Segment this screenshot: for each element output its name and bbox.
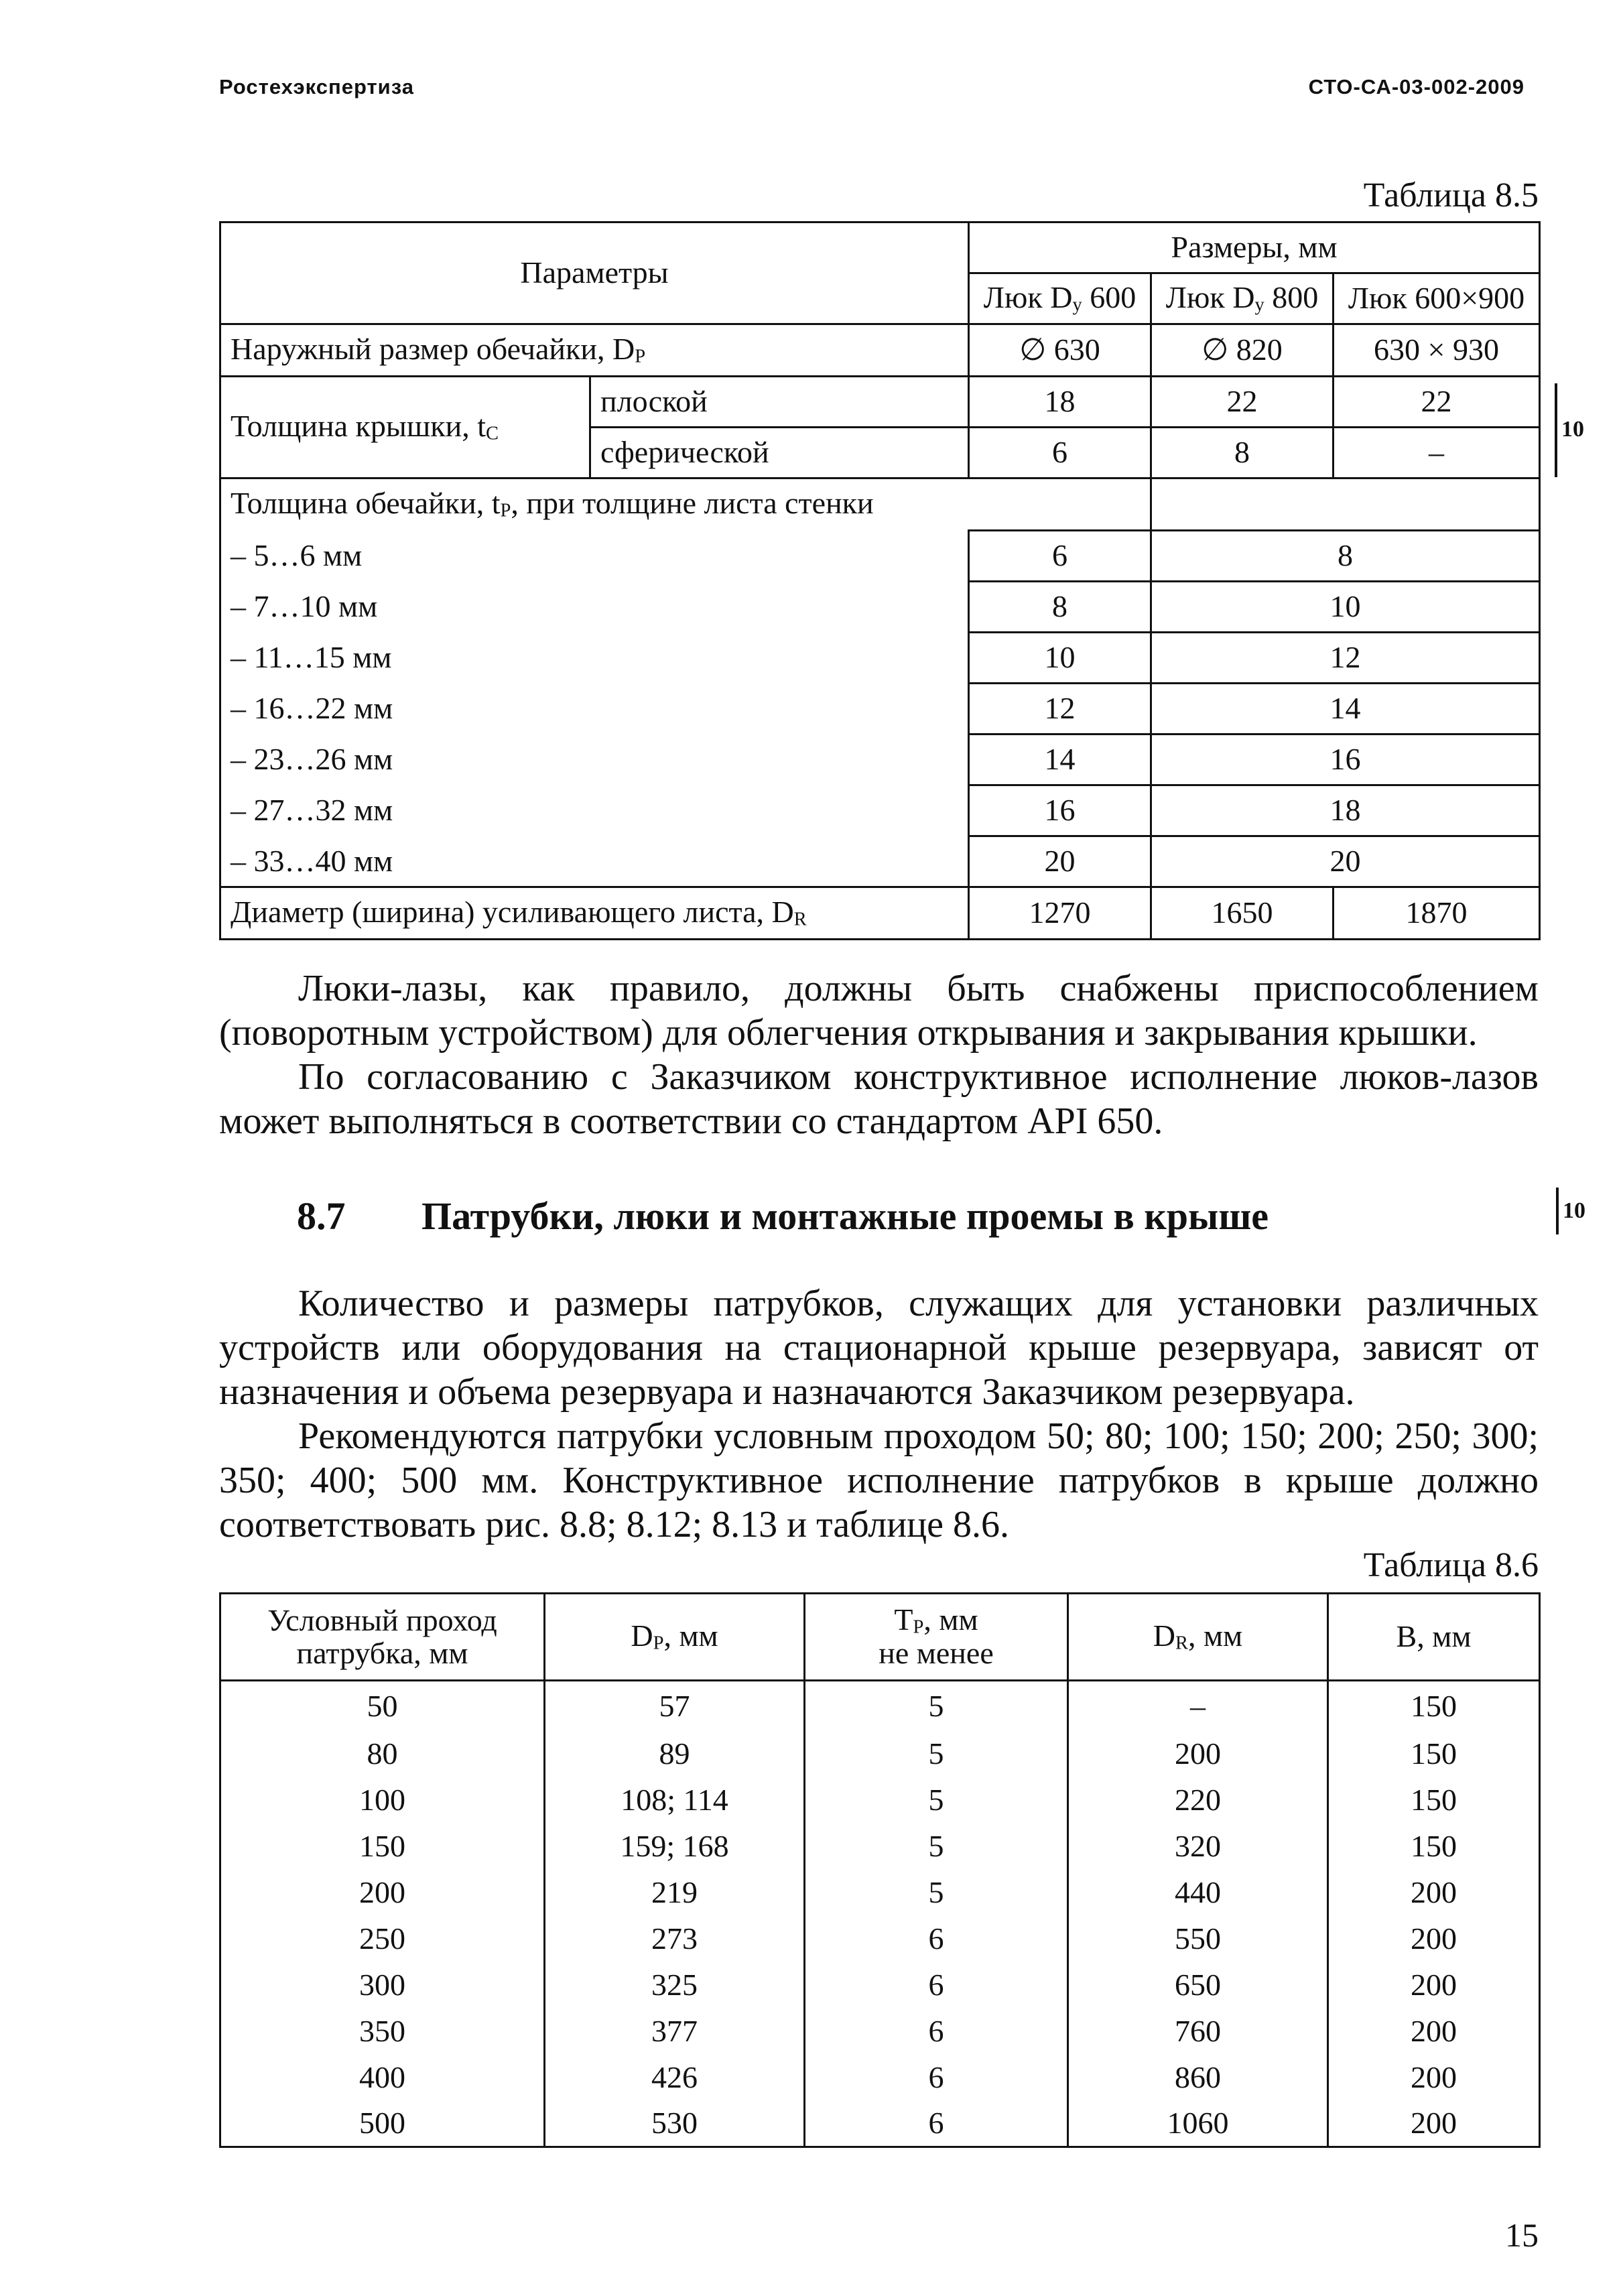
table-cell: 200 bbox=[1328, 2101, 1540, 2147]
col-hatch-dy600: Люк $D_у$ 600 bbox=[969, 273, 1151, 324]
table-cell: 350 bbox=[220, 2008, 545, 2055]
shell-range: – 16…22 мм bbox=[220, 684, 969, 735]
params-header: Параметры bbox=[220, 222, 969, 324]
col-dr: $D_R$, мм bbox=[1068, 1594, 1328, 1681]
col-hatch-dy800: Люк $D_у$ 800 bbox=[1151, 273, 1334, 324]
table-row bbox=[220, 377, 1540, 428]
cell: 1650 bbox=[1151, 887, 1334, 940]
table-cell: 57 bbox=[545, 1681, 805, 1731]
section-heading bbox=[297, 1194, 1269, 1238]
table-cell: 550 bbox=[1068, 1916, 1328, 1962]
shell-range: – 7…10 мм bbox=[220, 582, 969, 633]
paragraph: Количество и размеры патрубков, служащих для установки различных устройств или оборудования на стационарной крыше резервуара, зависят от назначения и объема резервуара и назначаются Заказчиком резервуара. bbox=[219, 1283, 1539, 1413]
table-row bbox=[220, 785, 1540, 836]
cell: 22 bbox=[1334, 377, 1540, 428]
revision-number: 10 bbox=[1563, 1198, 1585, 1223]
table-row bbox=[220, 324, 1540, 377]
cell: 14 bbox=[969, 735, 1151, 785]
revision-bar bbox=[1556, 1188, 1559, 1234]
paragraph-block bbox=[219, 966, 1539, 1143]
table-8-6-caption: Таблица 8.6 bbox=[1363, 1546, 1539, 1584]
table-row bbox=[220, 1962, 1540, 2008]
table-cell: 440 bbox=[1068, 1870, 1328, 1916]
revision-number: 10 bbox=[1561, 417, 1584, 442]
shell-thickness-label: Толщина обечайки, $t_P$, при толщине листа стенки bbox=[220, 479, 1151, 531]
table-cell: 100 bbox=[220, 1777, 545, 1824]
table-cell: 6 bbox=[805, 2008, 1068, 2055]
table-cell: 150 bbox=[1328, 1824, 1540, 1870]
cell: 6 bbox=[969, 531, 1151, 582]
table-row bbox=[220, 2055, 1540, 2101]
shell-range: – 11…15 мм bbox=[220, 633, 969, 684]
cell: 8 bbox=[969, 582, 1151, 633]
table-cell: 220 bbox=[1068, 1777, 1328, 1824]
table-row bbox=[220, 531, 1540, 582]
table-cell: 5 bbox=[805, 1777, 1068, 1824]
table-cell: 320 bbox=[1068, 1824, 1328, 1870]
table-cell: 300 bbox=[220, 1962, 545, 2008]
table-cell: 50 bbox=[220, 1681, 545, 1731]
table-row bbox=[220, 1916, 1540, 1962]
header-organization: Ростехэкспертиза bbox=[219, 75, 414, 99]
revision-bar bbox=[1555, 383, 1557, 477]
table-row bbox=[220, 1870, 1540, 1916]
cell: ∅ 630 bbox=[969, 324, 1151, 377]
table-row bbox=[220, 1731, 1540, 1777]
section-number: 8.7 bbox=[297, 1194, 346, 1238]
table-row bbox=[220, 582, 1540, 633]
shell-range: – 27…32 мм bbox=[220, 785, 969, 836]
cell: 8 bbox=[1151, 531, 1540, 582]
table-cell: 200 bbox=[1328, 1870, 1540, 1916]
col-hatch-600x900: Люк 600×900 bbox=[1334, 273, 1540, 324]
table-row bbox=[220, 735, 1540, 785]
table-cell: 250 bbox=[220, 1916, 545, 1962]
table-cell: 219 bbox=[545, 1870, 805, 1916]
table-cell: 150 bbox=[1328, 1777, 1540, 1824]
table-cell: 200 bbox=[1328, 1916, 1540, 1962]
table-cell: 377 bbox=[545, 2008, 805, 2055]
cell: 8 bbox=[1151, 428, 1334, 479]
cell: 12 bbox=[969, 684, 1151, 735]
cell: 1270 bbox=[969, 887, 1151, 940]
table-cell: 200 bbox=[1068, 1731, 1328, 1777]
table-cell: 6 bbox=[805, 2101, 1068, 2147]
table-cell: 530 bbox=[545, 2101, 805, 2147]
shell-range: – 5…6 мм bbox=[220, 531, 969, 582]
col-b: B, мм bbox=[1328, 1594, 1540, 1681]
reinforcing-diameter-label: Диаметр (ширина) усиливающего листа, $D_R$ bbox=[220, 887, 969, 940]
table-cell: 426 bbox=[545, 2055, 805, 2101]
table-row bbox=[220, 2008, 1540, 2055]
table-cell: 273 bbox=[545, 1916, 805, 1962]
table-row bbox=[220, 1681, 1540, 1731]
cell: – bbox=[1334, 428, 1540, 479]
col-tp: $T_P$, мм не менее bbox=[805, 1594, 1068, 1681]
table-cell: 860 bbox=[1068, 2055, 1328, 2101]
cell: 16 bbox=[969, 785, 1151, 836]
cell bbox=[1151, 479, 1540, 531]
outer-size-label: Наружный размер обечайки, $D_P$ bbox=[220, 324, 969, 377]
cell: 12 bbox=[1151, 633, 1540, 684]
cell: 16 bbox=[1151, 735, 1540, 785]
table-cell: 5 bbox=[805, 1824, 1068, 1870]
cover-spherical-label: сферической bbox=[590, 428, 969, 479]
table-cell: 200 bbox=[220, 1870, 545, 1916]
table-cell: 200 bbox=[1328, 2008, 1540, 2055]
table-cell: 650 bbox=[1068, 1962, 1328, 2008]
table-cell: 6 bbox=[805, 1916, 1068, 1962]
table-cell: 5 bbox=[805, 1870, 1068, 1916]
table-row bbox=[220, 1824, 1540, 1870]
cell: 22 bbox=[1151, 377, 1334, 428]
cell: 14 bbox=[1151, 684, 1540, 735]
table-cell: 500 bbox=[220, 2101, 545, 2147]
table-cell: 400 bbox=[220, 2055, 545, 2101]
paragraph-block bbox=[219, 1281, 1539, 1547]
cell: 1870 bbox=[1334, 887, 1540, 940]
page-number: 15 bbox=[1505, 2216, 1539, 2254]
table-cell: 6 bbox=[805, 1962, 1068, 2008]
table-cell: 325 bbox=[545, 1962, 805, 2008]
table-row bbox=[220, 479, 1540, 531]
cell: 20 bbox=[969, 836, 1151, 887]
table-row bbox=[220, 836, 1540, 887]
col-dp: $D_P$, мм bbox=[545, 1594, 805, 1681]
table-row bbox=[220, 887, 1540, 940]
table-cell: 150 bbox=[1328, 1731, 1540, 1777]
table-cell: 159; 168 bbox=[545, 1824, 805, 1870]
cell: 10 bbox=[1151, 582, 1540, 633]
table-8-6 bbox=[219, 1592, 1541, 2148]
cell: 6 bbox=[969, 428, 1151, 479]
header-document-code: СТО-СА-03-002-2009 bbox=[1308, 75, 1524, 99]
shell-range: – 33…40 мм bbox=[220, 836, 969, 887]
cell: 630 × 930 bbox=[1334, 324, 1540, 377]
table-cell: 1060 bbox=[1068, 2101, 1328, 2147]
cell: 18 bbox=[969, 377, 1151, 428]
table-cell: 200 bbox=[1328, 1962, 1540, 2008]
table-row bbox=[220, 633, 1540, 684]
table-row bbox=[220, 684, 1540, 735]
paragraph: По согласованию с Заказчиком конструктивное исполнение люков-лазов может выполняться в соответствии со стандартом API 650. bbox=[219, 1056, 1539, 1142]
table-cell: 108; 114 bbox=[545, 1777, 805, 1824]
table-cell: 80 bbox=[220, 1731, 545, 1777]
table-row bbox=[220, 2101, 1540, 2147]
table-cell: 760 bbox=[1068, 2008, 1328, 2055]
table-cell: – bbox=[1068, 1681, 1328, 1731]
cell: 18 bbox=[1151, 785, 1540, 836]
table-cell: 5 bbox=[805, 1731, 1068, 1777]
table-cell: 6 bbox=[805, 2055, 1068, 2101]
table-cell: 5 bbox=[805, 1681, 1068, 1731]
table-header-row bbox=[220, 1594, 1540, 1681]
table-cell: 150 bbox=[220, 1824, 545, 1870]
col-nominal-bore: Условный проход патрубка, мм bbox=[220, 1594, 545, 1681]
cover-thickness-label: Толщина крышки, $t_C$ bbox=[220, 377, 590, 479]
table-8-5 bbox=[219, 221, 1541, 940]
shell-range: – 23…26 мм bbox=[220, 735, 969, 785]
table-row bbox=[220, 1777, 1540, 1824]
cell: ∅ 820 bbox=[1151, 324, 1334, 377]
table-8-5-caption: Таблица 8.5 bbox=[1363, 176, 1539, 214]
cover-flat-label: плоской bbox=[590, 377, 969, 428]
cell: 20 bbox=[1151, 836, 1540, 887]
table-cell: 89 bbox=[545, 1731, 805, 1777]
table-cell: 200 bbox=[1328, 2055, 1540, 2101]
paragraph: Люки-лазы, как правило, должны быть снабжены приспособлением (поворотным устройством) для облегчения открывания и закрывания крышки. bbox=[219, 968, 1539, 1054]
section-title: Патрубки, люки и монтажные проемы в крыше bbox=[421, 1194, 1269, 1238]
sizes-header: Размеры, мм bbox=[969, 222, 1540, 273]
paragraph: Рекомендуются патрубки условным проходом 50; 80; 100; 150; 200; 250; 300; 350; 400; 500 мм. Конструктивное исполнение патрубков в крыше должно соответствовать рис. 8.8; 8.12; 8.13 и таблице 8.6. bbox=[219, 1415, 1539, 1545]
cell: 10 bbox=[969, 633, 1151, 684]
table-cell: 150 bbox=[1328, 1681, 1540, 1731]
